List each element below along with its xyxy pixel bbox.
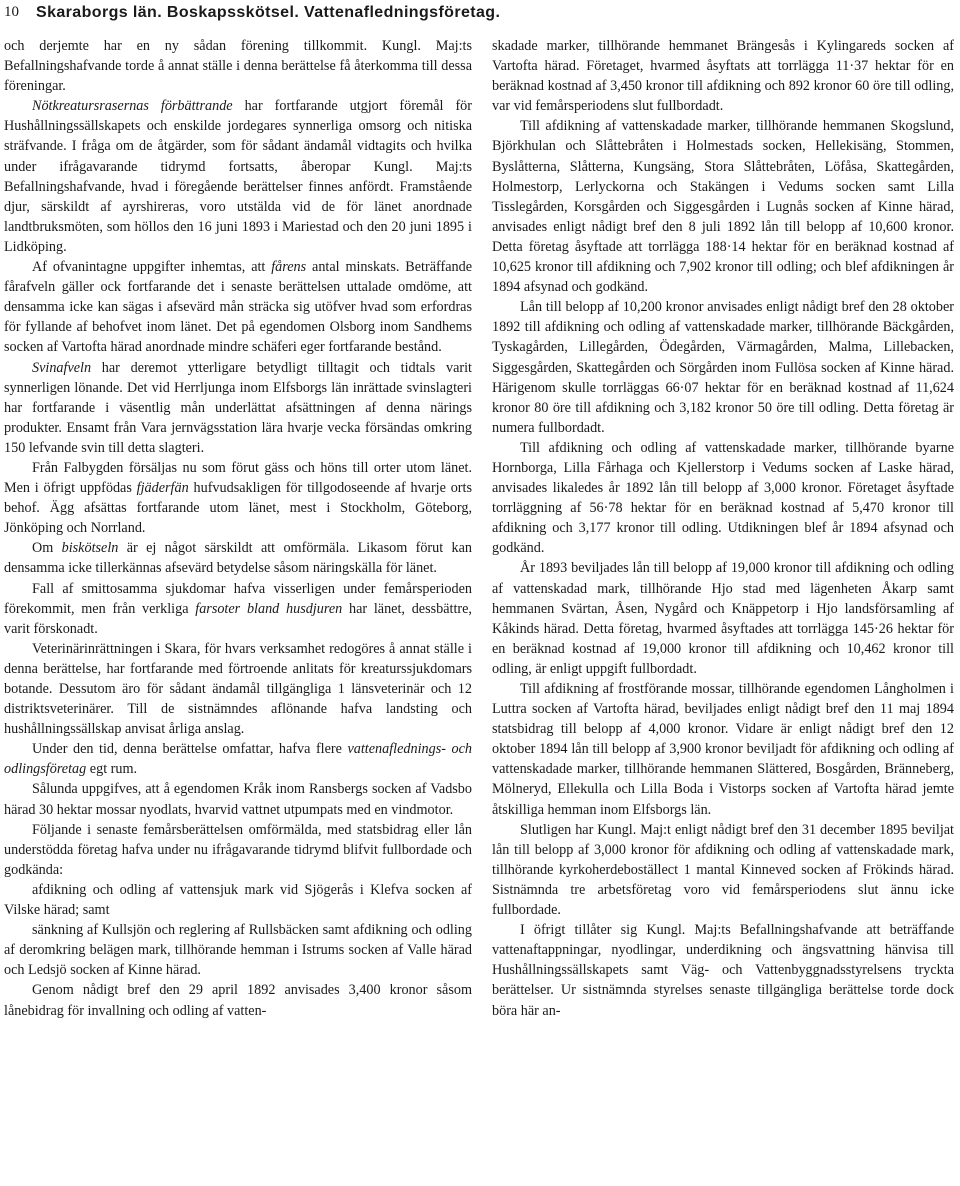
paragraph (4, 980, 472, 1020)
italic-term: biskötseln (61, 540, 119, 557)
text-run: Sålunda uppgifves, att å egendomen Kråk inom Ransbergs socken af Vadsbo härad 30 hektar mossar nyodlats, hvarvid vattnet utpumpats med en vindmotor. (4, 781, 472, 818)
text-run: har länet, dessbättre, varit förskonadt. (4, 600, 472, 637)
text-run: Slutligen har Kungl. Maj:t enligt nådigt bref den 31 december 1895 beviljat lån till belopp af 3,000 kronor för afdikning och odling af vattenskadade mark, tillhörande kyrkoherdeboställect 1 mantal Kinneved socken af Frökinds härad. Sistnämnda tre arbetsföretag voro vid femårsperiodens slut ännu icke fullbordade. (492, 821, 954, 919)
paragraph (4, 458, 472, 538)
text-run: År 1893 beviljades lån till belopp af 19,000 kronor till afdikning och odling af vattenskadad mark, tillhörande Hjo stad med lägenheten Åkarp samt hemmanen Svärtan, Åsen, Nygård och Knäppetorp i Hjo landsförsamling af Kåkinds härad. Detta företag, hvarmed åsyftades att torrlägga 145·26 hektar för en beräknad kostnad af 19,000 kronor till afdikning och 10,462 kronor till odling, är enligt uppgift fullbordadt. (492, 560, 954, 677)
paragraph (492, 820, 954, 920)
paragraph (4, 739, 472, 779)
paragraph (4, 920, 472, 980)
paragraph (492, 920, 954, 1020)
paragraph (492, 116, 954, 297)
text-run: Veterinärinrättningen i Skara, för hvars verksamhet redogöres å annat ställe i denna berättelse, har fortfarande med förtroende anlitats för kreaturssjukdomars botande. Dessutom äro för sådant ändamål tillgängliga 1 länsveterinär och 12 distriktsveterinärer. Till de sistnämndes aflönande hafva landsting och hushållningssällskap anvisat årliga anslag. (4, 640, 472, 738)
text-run: Under den tid, denna berättelse omfattar, hafva flere (32, 741, 348, 758)
text-run: afdikning och odling af vattensjuk mark vid Sjögerås i Klefva socken af Vilske härad; samt (4, 881, 472, 919)
running-title: Skaraborgs län. Boskapsskötsel. Vattenafledningsföretag. (36, 4, 501, 21)
italic-term: fårens (271, 259, 307, 276)
paragraph (4, 779, 472, 819)
text-run: Fall af smittosamma sjukdomar hafva visserligen under femårsperioden förekommit, men från verkliga (4, 580, 472, 617)
paragraph (492, 679, 954, 820)
text-run: Till afdikning och odling af vattenskadade marker, tillhörande byarne Hornborga, Lilla Fårhaga och Kjellerstorp i Vedums socken af Laske härad, anvisades likaledes år 1892 lån till belopp af 3,000 kronor. Företaget åsyftade torrläggning af 56·78 hektar för en beräknad kostnad af 5,470 kronor till afdikning och 3,177 kronor till odling. Utdikningen blef år 1894 afsynad och godkänd. (492, 439, 954, 557)
text-run: Af ofvanintagne uppgifter inhemtas, att (32, 259, 272, 276)
paragraph (4, 639, 472, 739)
text-run: Genom nådigt bref den 29 april 1892 anvisades 3,400 kronor såsom lånebidrag för invallning och odling af vatten- (4, 982, 472, 1019)
italic-term: fjäderfän (136, 480, 189, 497)
text-run: egt rum. (86, 761, 138, 778)
paragraph (4, 880, 472, 920)
text-run: Om (32, 540, 62, 557)
paragraph (4, 257, 472, 357)
paragraph (4, 358, 472, 458)
italic-term: vattenaflednings- och odlingsföretag (4, 741, 472, 778)
text-run: och derjemte har en ny sådan förening tillkommit. Kungl. Maj:ts Befallningshafvande torde å annat ställe i denna berättelse få återkomma till dessa föreningar. (4, 38, 472, 95)
text-run: Till afdikning af frostförande mossar, tillhörande egendomen Långholmen i Luttra socken af Vartofta härad, beviljades enligt nådigt bref den 11 maj 1894 statsbidrag till belopp af 4,000 kronor. Vidare är enligt nådigt bref den 12 oktober 1894 lån till belopp af 3,900 kronor beviljadt för afdikning och odling af vattenskadade marker, tillhörande hemmanen Slättered, Bosgården, Bränneberg, Mölneryd, Ellekulla och Lilla Boda i Vistorps socken af Vartofta härad jemte åtskilliga hemman inom Elfsborgs län. (492, 681, 954, 818)
paragraph (4, 96, 472, 257)
text-run: har fortfarande utgjort föremål för Hushållningssällskapets och enskilde jordegares synnerliga omsorg och nitiska sträfvande. I fråga om de åtgärder, som för sådant ändamål vidtagits och hvilka under ifrågavarande tidrymd fortsatts, åberopar Kungl. Maj:ts Befallningshafvande, hvad i föregående berättelser finnes anfördt. Framstående djur, särskildt af ayrshireras, voro utstälda vid de för länet anordnade landtbruksmöten, som höllos den 16 juni 1893 i Mariestad och den 20 juni 1895 i Lidköping. (4, 98, 472, 255)
page-number: 10 (4, 4, 19, 20)
text-run: Lån till belopp af 10,200 kronor anvisades enligt nådigt bref den 28 oktober 1892 till afdikning och odling af vattenskadade marker, tillhörande Bäckgården, Tyskagården, Lillegården, Ödegården, Värmagården, Malma, Lillebacken, Siggesgården, Skattegården och Sörgården inom Fullösa socken af Kinne härad. Härigenom skulle torrläggas 66·07 hektar för en beräknad kostnad af 11,624 kronor 80 öre till afdikning och 3,182 kronor 50 öre till odling. Detta företag är numera fullbordadt. (492, 299, 954, 436)
italic-term: farsoter bland husdjuren (195, 600, 343, 617)
paragraph (492, 438, 954, 559)
paragraph (4, 36, 472, 96)
text-run: sänkning af Kullsjön och reglering af Rullsbäcken samt afdikning och odling af deromkring belägen mark, tillhörande hemman i Istrums socken af Valle härad och Ledsjö socken af Kinne härad. (4, 922, 472, 979)
italic-term: Svinafveln (32, 359, 92, 376)
left-column (4, 36, 472, 1021)
paragraph (492, 36, 954, 116)
text-run: I öfrigt tillåter sig Kungl. Maj:ts Befallningshafvande att beträffande vattenaftappningar, nyodlingar, underdikning och ängsvattning hänvisa till Hushållningssällskapets samt Väg- och Vattenbyggnadsstyrelsens tryckta berättelser. Ur sistnämnda styrelses senaste tillgängliga berättelse torde dock böra här an- (492, 922, 954, 1019)
paragraph (4, 820, 472, 880)
paragraph (492, 297, 954, 438)
paragraph (4, 579, 472, 639)
text-run: har deremot ytterligare betydligt tilltagit och tidtals varit synnerligen lönande. Det vid Herrljunga inom Elfsborgs län inrättade svinslagteri har fortfarande i väsentlig mån underlättat afsättningen af denna närings produkter. Ensamt från Vara jernvägsstation lära hvarje vecka försändas omkring 150 lefvande svin till detta slagteri. (4, 359, 472, 456)
italic-term: Nötkreatursrasernas förbättrande (32, 98, 233, 115)
text-run: Från Falbygden försäljas nu som förut gäss och höns till orter utom länet. Men i öfrigt uppfödas (4, 459, 472, 497)
text-run: antal minskats. Beträffande fårafveln gäller ock fortfarande det i senaste berättelsen uttalade omdöme, att densamma icke kan sägas i afsevärd mån sträcka sig utöfver hvad som erfordras för fyllande af behofvet inom länet. Det på egendomen Olsborg inom Sandhems socken af Vartofta härad anordnade mindre schäferi eger fortfarande bestånd. (4, 259, 472, 356)
text-run: Följande i senaste femårsberättelsen omförmälda, med statsbidrag eller lån understödda företag hafva under nu ifrågavarande tidrymd blifvit fullbordade och godkända: (4, 821, 472, 878)
right-column (492, 36, 954, 1021)
paragraph (4, 538, 472, 578)
text-run: Till afdikning af vattenskadade marker, tillhörande hemmanen Skogslund, Björkhulan och Slåttebråten i Holmestads socken, Hellekisäng, Stommen, Byslåtterna, Slåtterna, Kungsäng, Stora Slåttebråten, Löfåsa, Skattegården, Holmestorp, Lerlyckorna och Stakängen i Vedums socken samt Lilla Tisslegården, Korsgården och Siggesgården i Lugnås socken af Kinne härad, anvisades enligt nådigt bref den 8 juli 1892 lån till belopp af 10,600 kronor. Detta företag åsyftade att torrlägga 188·14 hektar för en beräknad kostnad af 10,625 kronor till afdikning och 7,902 kronor till odling; och blef afdikningen år 1894 afsynad och godkänd. (492, 118, 954, 296)
text-run: är ej något särskildt att omförmäla. Likasom förut kan densamma icke tillerkännas afsevärd betydelse såsom näringskälla för länet. (4, 540, 472, 577)
text-run: skadade marker, tillhörande hemmanet Brängesås i Kylingareds socken af Vartofta härad. Företaget, hvarmed åsyftats att torrlägga 11·37 hektar för en beräknad kostnad af 3,450 kronor till afdikning och 892 kronor 60 öre till odling, var vid femårsperiodens slut fullbordadt. (492, 38, 954, 115)
page-header (0, 4, 960, 28)
text-run: hufvudsakligen för tillgodoseende af hvarje orts behof. Ägg afsättas fortfarande utom länet, mest i Stockholm, Göteborg, Jönköping och Norrland. (4, 480, 472, 537)
paragraph (492, 558, 954, 679)
